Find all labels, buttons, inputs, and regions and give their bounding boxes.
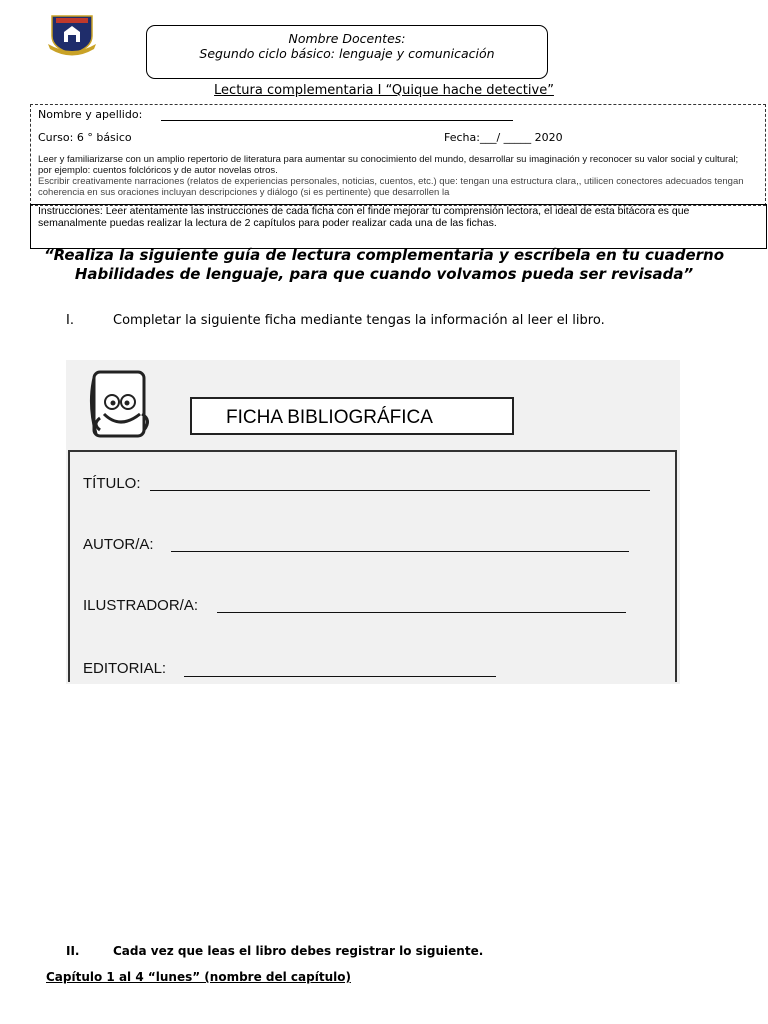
instructions-text: Instrucciones: Leer atentamente las instrucciones de cada ficha con el finde mejorar tu comprensión lectora, el ideal de esta bitácora es que semanalmente puedas realizar la lectura de 2 capítulos para poder realizar cada una de las fichas. <box>38 205 690 229</box>
name-label: Nombre y apellido: <box>38 108 143 121</box>
field-title-line[interactable] <box>150 490 650 491</box>
header-box <box>146 25 548 79</box>
field-author-label: AUTOR/A: <box>83 536 154 553</box>
field-title-label: TÍTULO: <box>83 475 141 492</box>
section-2-number: II. <box>66 944 80 958</box>
name-line[interactable] <box>161 120 513 121</box>
field-author-line[interactable] <box>171 551 629 552</box>
document-title: Lectura complementaria I “Quique hache detective” <box>214 83 554 98</box>
field-publisher-line[interactable] <box>184 676 496 677</box>
chapter-heading: Capítulo 1 al 4 “lunes” (nombre del capítulo) <box>46 970 351 984</box>
section-1-number: I. <box>66 313 74 328</box>
quote-text: “Realiza la siguiente guía de lectura complementaria y escríbela en tu cuaderno Habilidades de lenguaje, para que cuando volvamos pueda ser revisada” <box>43 246 725 283</box>
section-1-text: Completar la siguiente ficha mediante tengas la información al leer el libro. <box>113 313 605 328</box>
book-character-icon <box>82 364 162 442</box>
cycle-label: Segundo ciclo básico: lenguaje y comunicación <box>199 46 495 61</box>
ficha-frame <box>68 450 677 682</box>
field-illustrator-line[interactable] <box>217 612 626 613</box>
teacher-label: Nombre Docentes: <box>288 31 406 46</box>
date-label: Fecha:___/ _____ 2020 <box>444 131 563 144</box>
field-publisher-label: EDITORIAL: <box>83 660 167 677</box>
ficha-title: FICHA BIBLIOGRÁFICA <box>190 397 514 435</box>
course-label: Curso: 6 ° básico <box>38 131 132 144</box>
school-logo <box>46 14 98 56</box>
objective-2: Escribir creativamente narraciones (relatos de experiencias personales, noticias, cuentos, etc.) que: tengan una estructura clara,, utilicen conectores adecuados tengan coherencia en sus oraciones incluyan descripciones y diálogo (si es pertinente) que desarrollen la <box>38 177 744 198</box>
section-2-text: Cada vez que leas el libro debes registrar lo siguiente. <box>113 944 484 958</box>
field-illustrator-label: ILUSTRADOR/A: <box>83 597 199 614</box>
objective-1: Leer y familiarizarse con un amplio repertorio de literatura para aumentar su conocimiento del mundo, desarrollar su imaginación y reconocer su valor social y cultural; por ejemplo: cuentos folclóricos y de autor novelas otros. <box>38 154 739 176</box>
